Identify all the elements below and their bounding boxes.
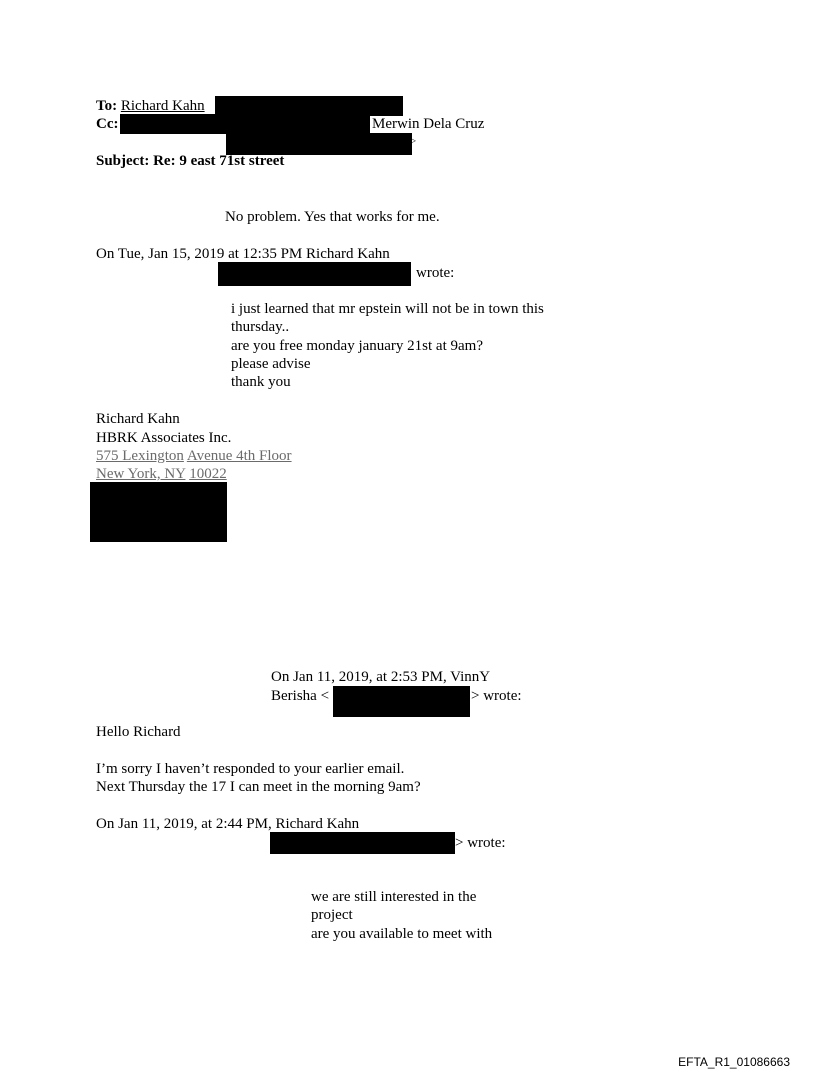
signature-company: HBRK Associates Inc. — [96, 430, 232, 446]
redaction-box — [120, 114, 370, 134]
quote3-line: are you available to meet with — [311, 926, 493, 942]
quote2-line: I’m sorry I haven’t responded to your earlier email. — [96, 761, 405, 777]
quote1-line: are you free monday january 21st at 9am? — [231, 338, 483, 354]
redaction-box — [218, 262, 411, 286]
address-link[interactable]: New York, NY — [96, 466, 186, 482]
signature-name: Richard Kahn — [96, 411, 180, 427]
quote1-wrote: wrote: — [416, 265, 455, 281]
quote2-greeting: Hello Richard — [96, 724, 181, 740]
redaction-box — [90, 482, 227, 542]
cc-label: Cc: — [96, 116, 119, 132]
to-line — [96, 97, 205, 115]
cc-name: Merwin Dela Cruz — [372, 116, 485, 132]
quote2-wrote: > wrote: — [471, 688, 522, 704]
quote2-attribution: On Jan 11, 2019, at 2:53 PM, VinnY — [271, 669, 491, 685]
signature-address-line2 — [96, 465, 227, 483]
document-id: EFTA_R1_01086663 — [678, 1055, 790, 1069]
quote1-line: thank you — [231, 374, 291, 390]
quote2-line: Next Thursday the 17 I can meet in the morning 9am? — [96, 779, 421, 795]
quote1-line: please advise — [231, 356, 311, 372]
quote1-line: i just learned that mr epstein will not be in town this — [231, 301, 544, 317]
quote3-line: we are still interested in the — [311, 889, 477, 905]
quote1-attribution: On Tue, Jan 15, 2019 at 12:35 PM Richard Kahn — [96, 246, 390, 262]
address-link[interactable]: 575 Lexington — [96, 448, 184, 464]
address-link[interactable]: 10022 — [189, 466, 227, 482]
redaction-box — [333, 686, 470, 717]
cc-trail: > — [411, 136, 417, 146]
signature-address-line1 — [96, 447, 292, 465]
quote3-attribution: On Jan 11, 2019, at 2:44 PM, Richard Kahn — [96, 816, 360, 832]
quote3-wrote: > wrote: — [455, 835, 506, 851]
quote3-line: project — [311, 907, 353, 923]
subject-line: Subject: Re: 9 east 71st street — [96, 153, 285, 169]
to-label: To: — [96, 98, 118, 114]
quote2-from-prefix: Berisha < — [271, 688, 330, 704]
redaction-box — [215, 96, 403, 116]
quote1-line: thursday.. — [231, 319, 290, 335]
address-link[interactable]: Avenue 4th Floor — [186, 448, 292, 464]
reply-body: No problem. Yes that works for me. — [225, 209, 440, 225]
redaction-box — [270, 832, 455, 854]
to-name[interactable]: Richard Kahn — [120, 98, 205, 114]
